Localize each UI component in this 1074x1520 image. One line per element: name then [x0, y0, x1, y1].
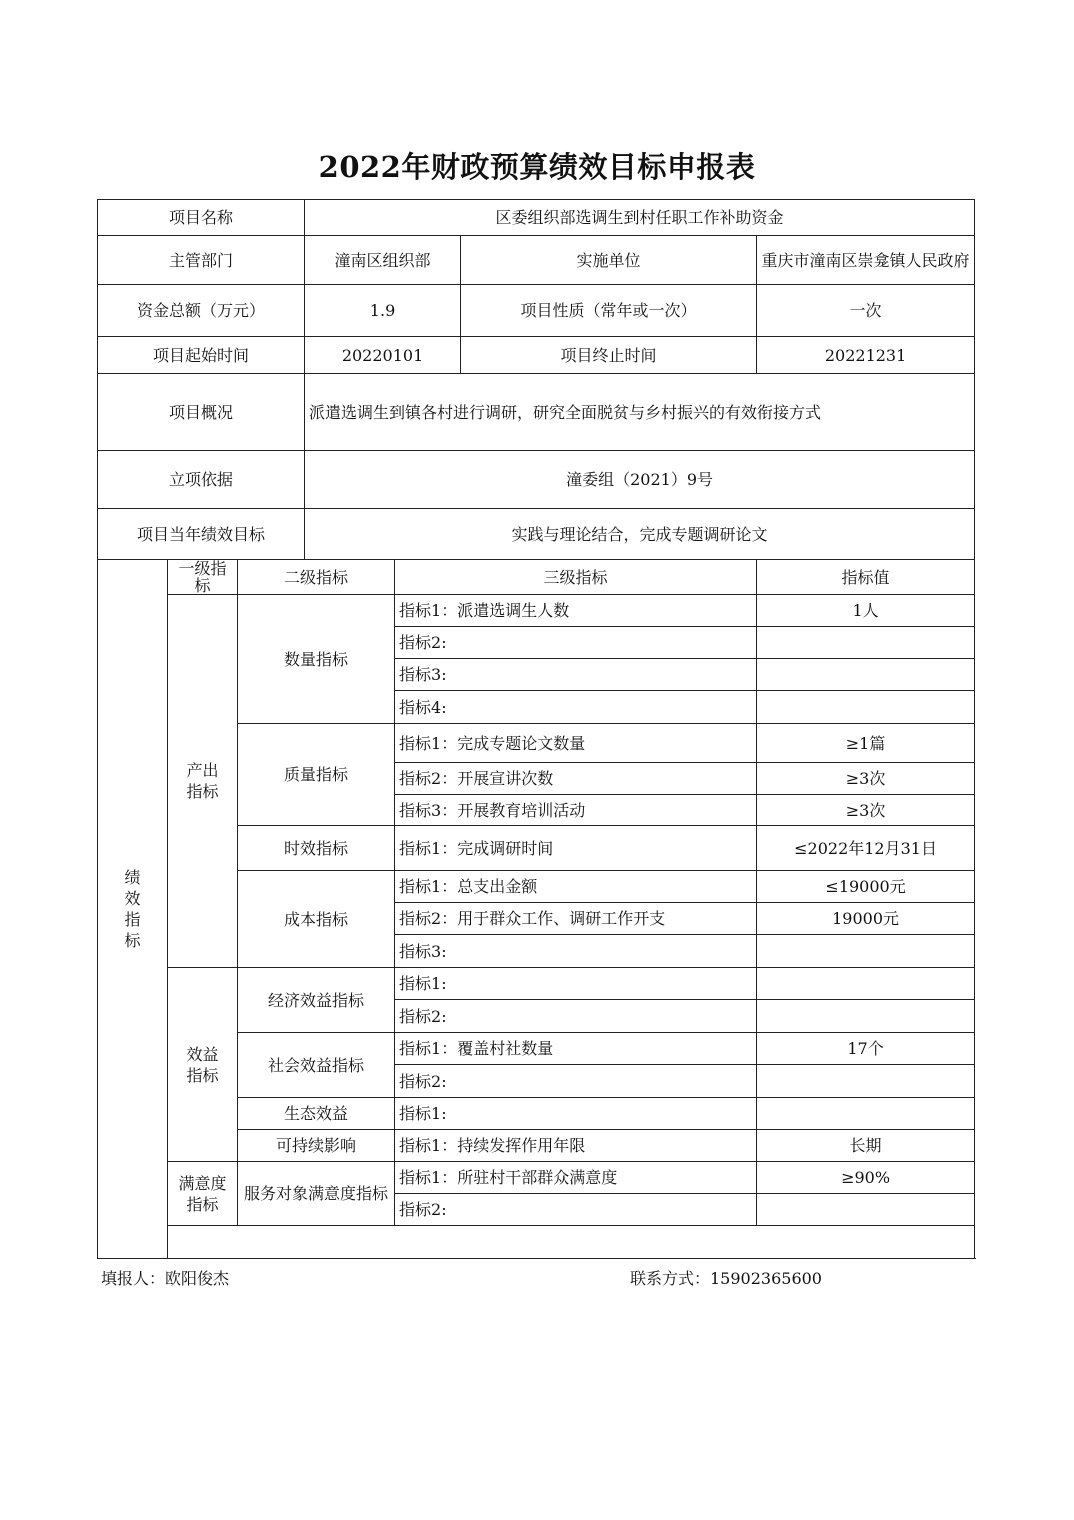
overview-value: 派遣选调生到镇各村进行调研，研究全面脱贫与乡村振兴的有效衔接方式 — [305, 374, 975, 451]
table-row — [98, 1162, 975, 1194]
indicator-name: 指标2: — [395, 1000, 757, 1033]
indicator-name: 指标3：开展教育培训活动 — [395, 795, 757, 826]
header-value: 指标值 — [757, 560, 975, 595]
indicator-value — [757, 1000, 975, 1033]
row-funds — [98, 285, 975, 337]
sub-sustain: 可持续影响 — [238, 1130, 395, 1162]
header-level1: 一级指标 — [168, 560, 238, 595]
indicator-value: 17个 — [757, 1033, 975, 1065]
basis-label: 立项依据 — [98, 451, 305, 509]
blank-row — [98, 1226, 975, 1259]
sub-timeliness: 时效指标 — [238, 826, 395, 871]
indicator-value — [757, 1098, 975, 1130]
indicator-name: 指标1：覆盖村社数量 — [395, 1033, 757, 1065]
indicator-value — [757, 659, 975, 691]
contact-label: 联系方式：15902365600 — [630, 1269, 822, 1288]
indicator-value: ≥3次 — [757, 795, 975, 826]
blank-cell — [168, 1226, 975, 1259]
indicator-value: ≥3次 — [757, 763, 975, 795]
header-level2: 二级指标 — [238, 560, 395, 595]
start-label: 项目起始时间 — [98, 337, 305, 374]
project-name-value: 区委组织部选调生到村任职工作补助资金 — [305, 200, 975, 236]
nature-label: 项目性质（常年或一次） — [461, 285, 757, 337]
overview-label: 项目概况 — [98, 374, 305, 451]
sub-eco: 生态效益 — [238, 1098, 395, 1130]
row-basis — [98, 451, 975, 509]
start-value: 20220101 — [305, 337, 461, 374]
sub-quantity: 数量指标 — [238, 595, 395, 724]
total-label: 资金总额（万元） — [98, 285, 305, 337]
indicator-name: 指标3: — [395, 935, 757, 968]
dept-value: 潼南区组织部 — [305, 236, 461, 285]
indicator-name: 指标1：所驻村干部群众满意度 — [395, 1162, 757, 1194]
row-goal — [98, 509, 975, 560]
row-overview — [98, 374, 975, 451]
end-label: 项目终止时间 — [461, 337, 757, 374]
row-project-name — [98, 200, 975, 236]
indicator-name: 指标2: — [395, 1065, 757, 1098]
indicator-value: ≤19000元 — [757, 871, 975, 903]
nature-value: 一次 — [757, 285, 975, 337]
indicator-name: 指标3: — [395, 659, 757, 691]
sub-social: 社会效益指标 — [238, 1033, 395, 1098]
indicator-value: ≥1篇 — [757, 724, 975, 763]
table-row — [98, 968, 975, 1000]
category-output: 产出指标 — [168, 595, 238, 968]
indicator-name: 指标1: — [395, 1098, 757, 1130]
goal-label: 项目当年绩效目标 — [98, 509, 305, 560]
unit-label: 实施单位 — [461, 236, 757, 285]
filler-label: 填报人：欧阳俊杰 — [101, 1269, 230, 1288]
page-title: 2022年财政预算绩效目标申报表 — [318, 150, 756, 184]
category-benefit: 效益指标 — [168, 968, 238, 1162]
indicator-value — [757, 691, 975, 724]
indicator-name: 指标1：持续发挥作用年限 — [395, 1130, 757, 1162]
sub-service: 服务对象满意度指标 — [238, 1162, 395, 1226]
row-department — [98, 236, 975, 285]
indicator-name: 指标1：派遣选调生人数 — [395, 595, 757, 627]
indicator-name: 指标2: — [395, 1194, 757, 1226]
header-level3: 三级指标 — [395, 560, 757, 595]
indicator-name: 指标1：完成专题论文数量 — [395, 724, 757, 763]
category-satisfaction: 满意度指标 — [168, 1162, 238, 1226]
total-value: 1.9 — [305, 285, 461, 337]
indicator-value: ≥90% — [757, 1162, 975, 1194]
indicator-name: 指标2: — [395, 627, 757, 659]
indicator-value: 1人 — [757, 595, 975, 627]
basis-value: 潼委组（2021）9号 — [305, 451, 975, 509]
indicator-value — [757, 627, 975, 659]
indicator-header-row — [98, 560, 975, 595]
sub-economic: 经济效益指标 — [238, 968, 395, 1033]
project-name-label: 项目名称 — [98, 200, 305, 236]
indicator-value — [757, 935, 975, 968]
indicator-value: 长期 — [757, 1130, 975, 1162]
indicator-value: 19000元 — [757, 903, 975, 935]
indicator-name: 指标2：用于群众工作、调研工作开支 — [395, 903, 757, 935]
indicator-value — [757, 1065, 975, 1098]
indicator-name: 指标4: — [395, 691, 757, 724]
indicator-name: 指标1：总支出金额 — [395, 871, 757, 903]
end-value: 20221231 — [757, 337, 975, 374]
indicator-name: 指标1：完成调研时间 — [395, 826, 757, 871]
row-dates — [98, 337, 975, 374]
indicator-name: 指标2：开展宣讲次数 — [395, 763, 757, 795]
goal-value: 实践与理论结合，完成专题调研论文 — [305, 509, 975, 560]
indicator-value — [757, 1194, 975, 1226]
unit-value: 重庆市潼南区崇龛镇人民政府 — [757, 236, 975, 285]
sub-quality: 质量指标 — [238, 724, 395, 826]
performance-target-form — [97, 199, 975, 1259]
table-row — [98, 595, 975, 627]
performance-indicators-label: 绩效指标 — [98, 560, 168, 1259]
indicator-value: ≤2022年12月31日 — [757, 826, 975, 871]
indicator-value — [757, 968, 975, 1000]
dept-label: 主管部门 — [98, 236, 305, 285]
sub-cost: 成本指标 — [238, 871, 395, 968]
indicator-name: 指标1: — [395, 968, 757, 1000]
